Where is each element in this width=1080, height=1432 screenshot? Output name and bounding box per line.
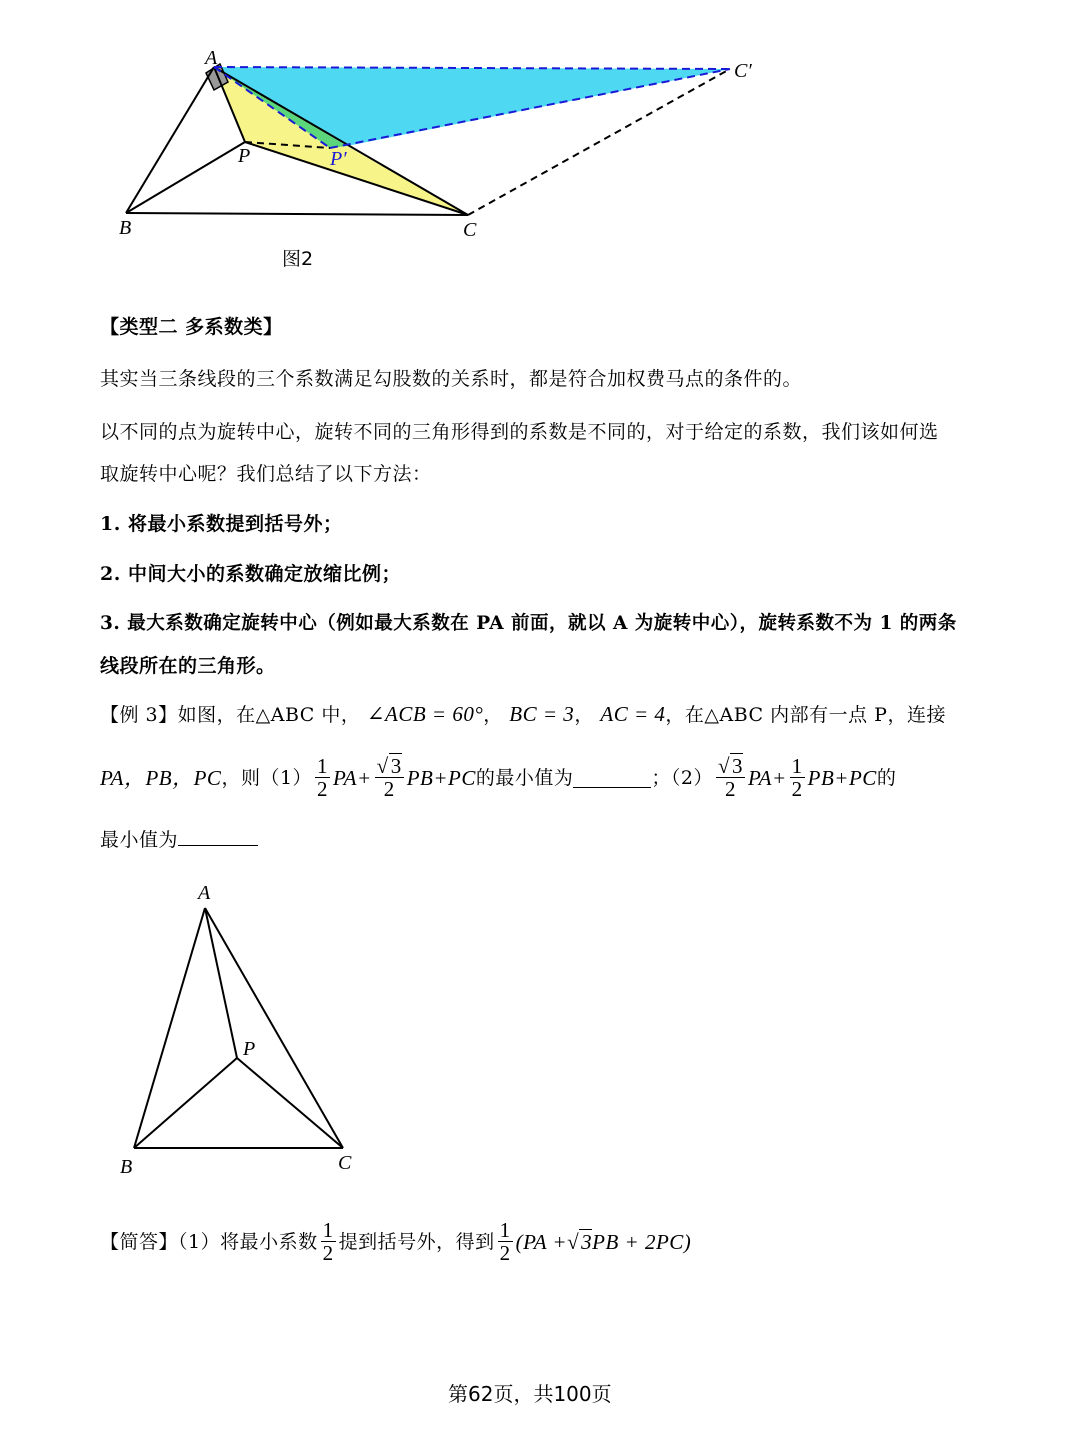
answer-prefix: 【简答】（1）将最小系数 (100, 1230, 318, 1253)
ac-value: AC = 4 (600, 702, 666, 726)
angle-acb: ∠ACB = 60° (366, 702, 484, 726)
section-heading: 【类型二 多系数类】 (100, 316, 283, 338)
sep-2: ；（2） (651, 766, 713, 789)
segment-AB (134, 908, 205, 1148)
label-A: A (205, 47, 218, 69)
answer-mid: 提到括号外，得到 (338, 1230, 495, 1253)
segment-BC (126, 213, 468, 215)
then-1: ，则（1） (221, 766, 313, 789)
label-C-prime: C′ (734, 60, 752, 82)
paragraph-2-line-1: 以不同的点为旋转中心，旋转不同的三角形得到的系数是不同的，对于给定的系数，我们该如何选 (100, 421, 939, 443)
label-A: A (198, 882, 211, 904)
example-line-2: PA，PB，PC ，则（1） $\frac{1}{2}$ PA + $\frac{√3}{2}$ PB + PC 的最小值为 ；（2） $\frac{√3}{2}$ PA + $\frac{1}{2}$ PB + PC 的 (100, 753, 897, 801)
method-3-line-1: 3. 最大系数确定旋转中心（例如最大系数在 PA 前面，就以 A 为旋转中心），旋转系数不为 1 的两条 (100, 613, 957, 634)
answer-sqrt3: √3 (567, 1229, 593, 1254)
bc-value: BC = 3 (509, 702, 575, 726)
label-P: P (243, 1038, 256, 1060)
answer-fraction-half: $\frac{1}{2}$ (322, 1217, 334, 1265)
method-1: 1. 将最小系数提到括号外； (100, 513, 343, 535)
answer-expr-rest: PB + 2PC) (592, 1229, 692, 1254)
label-B: B (120, 1156, 133, 1178)
answer-fraction-half-2: $\frac{1}{2}$ (499, 1217, 511, 1265)
segment-AB (126, 67, 214, 213)
method-2: 2. 中间大小的系数确定放缩比例； (100, 563, 401, 585)
example-prefix: 【例 3】如图，在△ABC 中， (100, 704, 361, 726)
segment-PB (134, 1058, 237, 1148)
answer-blank-1[interactable] (573, 769, 651, 788)
figure-2 (0, 0, 800, 280)
label-P: P (238, 145, 251, 167)
label-C: C (463, 219, 477, 241)
segment-PB (126, 142, 245, 213)
vars-pa-pb-pc: PA，PB，PC (100, 765, 222, 790)
answer-expr-open: (PA + (515, 1229, 568, 1254)
segment-AC (205, 908, 343, 1148)
de: 的 (876, 766, 897, 789)
example-line-1: 【例 3】如图，在△ABC 中， ∠ACB = 60°， BC = 3， AC = 4，在△ABC 内部有一点 P，连接 (100, 702, 946, 726)
page-footer: 第62页，共100页 (448, 1382, 612, 1406)
min-value-label-1: 的最小值为 (475, 766, 574, 789)
method-3-line-2: 线段所在的三角形。 (100, 655, 276, 677)
segment-PC (237, 1058, 343, 1148)
label-B: B (119, 217, 132, 239)
figure-2-caption: 图2 (282, 248, 314, 270)
paragraph-1: 其实当三条线段的三个系数满足勾股数的关系时，都是符合加权费马点的条件的。 (100, 368, 803, 390)
figure-3 (0, 870, 400, 1190)
label-P-prime: P′ (330, 148, 347, 170)
fraction-half: $\frac{1}{2}$ (317, 753, 329, 801)
fraction-half-2: $\frac{1}{2}$ (791, 753, 803, 801)
paragraph-2-line-2: 取旋转中心呢？我们总结了以下方法： (100, 463, 432, 485)
example-line-3: 最小值为 (100, 827, 258, 850)
fraction-sqrt3-half: $\frac{√3}{2}$ (376, 753, 402, 801)
example-suffix: ，在△ABC 内部有一点 P，连接 (665, 704, 946, 726)
fraction-sqrt3-half-2: $\frac{√3}{2}$ (717, 753, 744, 801)
segment-PA (205, 908, 237, 1058)
answer-line (100, 1212, 691, 1272)
label-C: C (338, 1152, 352, 1174)
answer-blank-2[interactable] (178, 827, 258, 846)
figure-3-diagram (0, 870, 400, 1190)
